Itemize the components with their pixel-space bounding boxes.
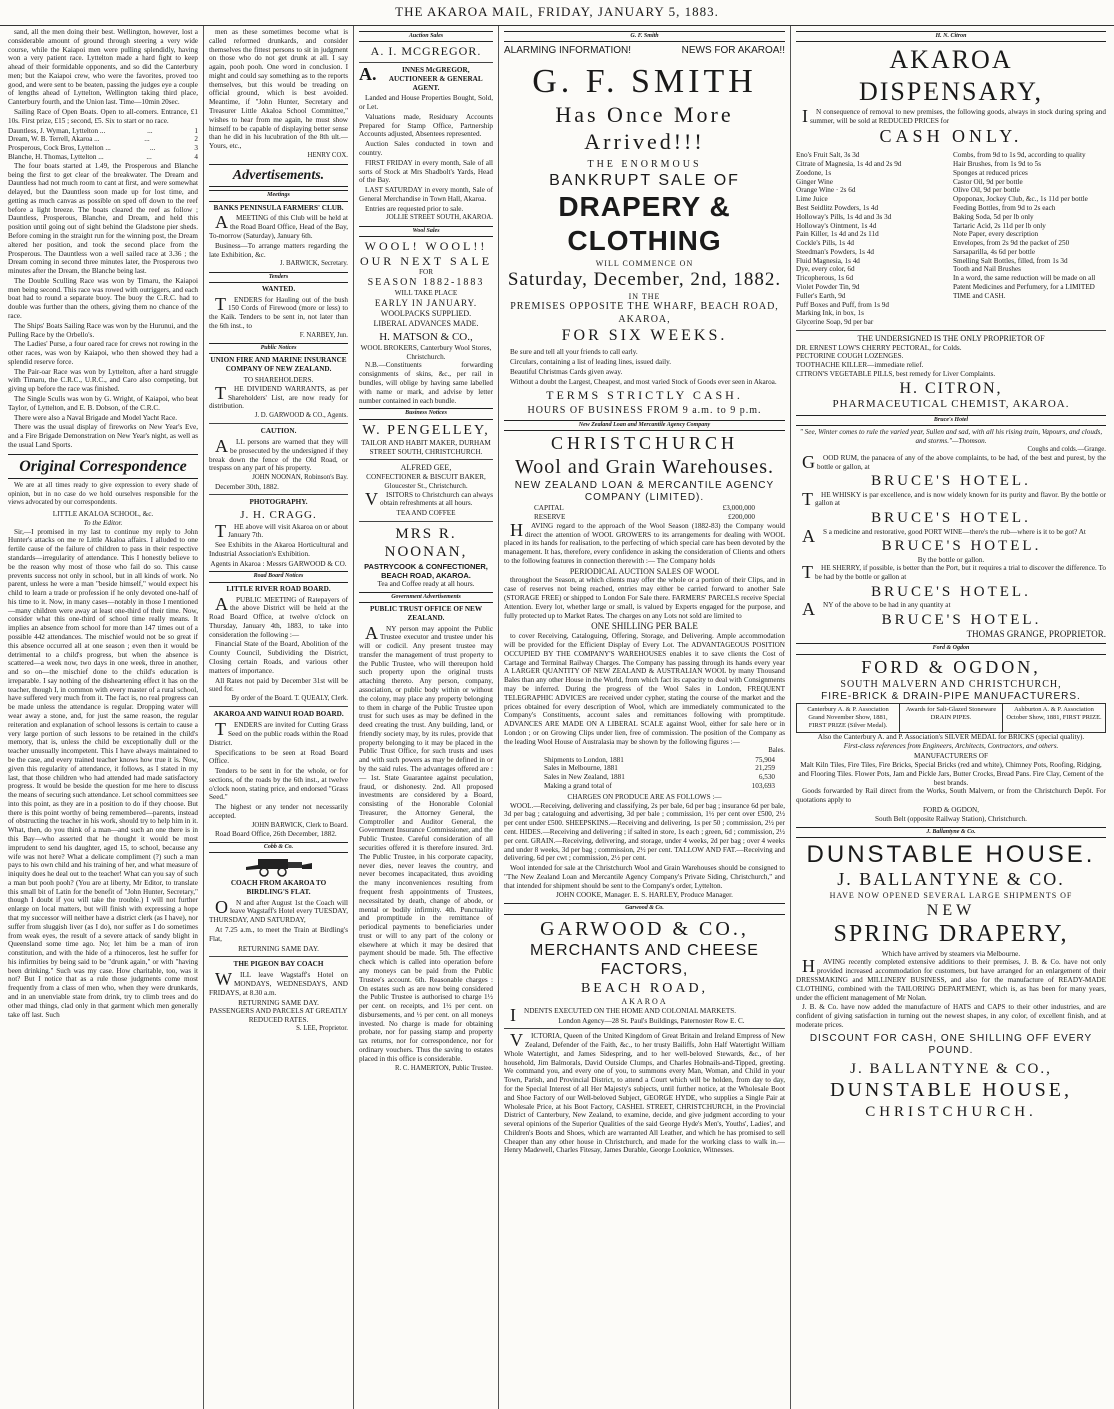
price-item: Citrate of Magnesia, 1s 4d and 2s 9d <box>796 160 902 169</box>
total-value: 103,693 <box>751 782 775 791</box>
result-row <box>8 153 198 162</box>
column-2 <box>203 26 353 1409</box>
price-item: Opoponax, Jockey Club, &c., 1s 11d per bottle <box>953 195 1088 204</box>
ad-agents: Agents in Akaroa : Messrs GARWOOD & CO. <box>210 559 347 568</box>
capital-row <box>504 504 785 513</box>
ballantyne-name-2: J. BALLANTYNE & CO., <box>850 1061 1052 1078</box>
wool-line: WILL TAKE PLACE <box>394 289 458 298</box>
ad-body: APUBLIC MEETING of Ratepayers of the above District will be held at the Road Board Office, at twelve o'clock on Thursday, January 4th, 1883, to take into consideration the following :— <box>209 593 348 639</box>
letter-signature: HENRY COX. <box>307 151 348 159</box>
noonan-name: MRS R. NOONAN, <box>384 525 468 561</box>
ad-heading: LITTLE RIVER ROAD BOARD. <box>226 584 331 593</box>
bales-label: Shipments to London, 1881 <box>544 755 624 764</box>
bales-row <box>504 764 785 773</box>
ad-body: WILL leave Wagstaff's Hotel on MONDAYS, WEDNESDAYS, AND FRIDAYS, at 8.30 a.m. <box>209 969 348 997</box>
price-item: Puff Boxes and Puff, from 1s 9d <box>796 300 889 309</box>
ad-body: At 7.25 a.m., to meet the Train at Birdling's Flat, <box>209 926 348 943</box>
ad-signature: J. D. GARWOOD & CO., Agents. <box>254 412 348 420</box>
charges-body: WOOL.—Receiving, delivering and classifying, 2s per bale, 6d per bag ; insurance 6d per bale, 3d per bag ; cataloguing and advertising, 3d per bale ; commission, 1½ per cent over £500, 2½ per cent under £500. SHEEPSKINS.—Receiving and delivering, 1s per 50 ; commission, 2½ per cent. HIDES.—Receiving and delivering ; if salted in store, 1s each ; green, 6d ; commission, 2½ per cent. GRAIN.—Receiving, delivering, and storage, under 4 weeks, 2d per bag ; over 4 weeks and under 8 weeks, 3d per bag ; commission, 2½ per cent. TALLOW AND FAT.—Receiving and delivering, 6d per cwt ; commission, 2½ per cent. <box>504 801 785 863</box>
section-garwood: Garwood & Co. <box>504 903 785 914</box>
gfs-hours: HOURS OF BUSINESS FROM 9 a.m. to 9 p.m. <box>527 404 762 416</box>
price-item: Eno's Fruit Salt, 3s 3d <box>796 151 860 160</box>
gfs-name: G. F. SMITH <box>532 62 757 100</box>
proprietary-item: DR. ERNEST LOW'S CHERRY PECTORAL, for Colds. <box>796 343 962 352</box>
price-item: Smelling Salt Bottles, filled, from 1s 3d <box>953 256 1068 265</box>
section-gf-smith: G. F. Smith <box>504 31 785 42</box>
spring-drapery: SPRING DRAPERY, <box>833 921 1069 948</box>
price-item: Sponges at reduced prices <box>953 168 1028 177</box>
price-item: Marking Ink, in box, 1s <box>796 309 864 318</box>
price-item: Feeding Bottles, from 9d to 2s each <box>953 203 1056 212</box>
gfs-premises: PREMISES OPPOSITE THE WHARF, BEACH ROAD, AKAROA, <box>510 301 779 325</box>
ad-body: The highest or any tender not necessarily accepted. <box>209 803 348 820</box>
price-list-right <box>953 151 1106 327</box>
gfs-six-weeks: FOR SIX WEEKS. <box>561 326 728 344</box>
nzl-body: to cover Receiving, Cataloguing, Offering, Storage, and Delivering. Ample accommodation will be provided for the Efficient Display of Every Lot. The ADVANTAGEOUS POSITION OCCUPIED BY THE COMPANY'S WAREHOUSES enables it to save clients the Cost of Cartage and Terminal Railway Charges. The Company has passing through its hands every year A LARGER QUANTITY OF NEW ZEALAND & AUSTRALIAN WOOL by many Thousand Bales than any other House in the World, from which fact its capacity to deal with Consignments may be inferred. During the progress of the Wool Sales in London, FREQUENT TELEGRAPHIC ADVICES are received under cypher, stating the course of the market and the prices obtained for every description of Wool, which are immediately communicated to the Company's Constituents, account sales and remittances following with promptitude. ADVANCES ARE MADE ON A LIBERAL SCALE against Wool, either for sale here or in London ; or on Growing Clips under lien, free of commission. The position of the Company as the leading Wool House of Australasia may be shown by the following figures :— <box>504 632 785 746</box>
dunstable-heading: DUNSTABLE HOUSE. <box>806 840 1096 868</box>
discount-line: DISCOUNT FOR CASH, ONE SHILLING OFF EVERY POUND. <box>809 1032 1093 1056</box>
ad-heading: BANKS PENINSULA FARMERS' CLUB. <box>213 203 344 212</box>
price-list-left <box>796 151 949 327</box>
awards-box <box>796 703 1106 733</box>
ad-body: Tea and Coffee ready at all hours. <box>377 579 475 588</box>
section-government: Government Advertisements <box>359 592 493 603</box>
ad-body: THE above will visit Akaroa on or about January 7th. <box>215 520 348 541</box>
proprietary-item: CITRON'S VEGETABLE PILLS, best remedy for Liver Complaints. <box>796 369 996 378</box>
column-3 <box>353 26 498 1409</box>
result-place: 2 <box>194 135 198 144</box>
citron-pharm: PHARMACEUTICAL CHEMIST, AKAROA. <box>832 398 1070 411</box>
capital-label: CAPITAL <box>534 504 564 513</box>
victoria-notice: VICTORIA, Queen of the United Kingdom of Great Britain and Ireland Empress of New Zealand, Defender of the Faith, &c., to her trusty Bailiffs, John Half Watertight William Whole Watertight, and James Sidespring, and to her well-beloved Stewards, &c., of her household, Jim Balmorals, David Outside Clumps, and Charles Hobnails-and-Tipped, greeting. We command you, and every one of you, to summons every Man, Woman, and Child in your Town, Parish, and Provincial District, to attend a Court which will be holden, from day to day, for the Special Interest of all Her Majesty's subjects, until further notice, at the Wholesale Boot and Shoe Factory of our Well-beloved Subject, GEORGE HYDE, who supplies a Single Pair at Wholesale Price, at his Boot Factory, CASHEL STREET, CHRISTCHURCH, in the Provincial District of Canterbury, New Zealand, to examine, decide, and give judgment according to your several opinions of the Superior Qualities of the said George Hyde's Men's, Youths', Ladies', and Children's Boots and Shoes, which are warranted All Leather, and which he has promised to sell Cheaper than any other house in Christchurch, and made for the working class to walk in.—Henry Madewell, Charles Fitesay, James Durable, George Looknice, Witnesses. <box>504 1030 785 1155</box>
race-paragraph: The Pair-oar Race was won by Lyttelton, after a hard struggle with Timaru, the C.R.C., U.R.C., and Caro also competing, but giving up before the race was finished. <box>8 367 198 394</box>
ad-date: Road Board Office, 26th December, 1882. <box>215 830 337 839</box>
price-item: Baking Soda, 5d per lb only <box>953 212 1034 221</box>
ad-body: ON and after August 1st the Coach will leave Wagstaff's Hotel every TUESDAY, THURSDAY, AND SATURDAY, <box>209 896 348 925</box>
price-item: Fluid Magnesia, 1s 4d <box>796 256 860 265</box>
capital-value: £3,000,000 <box>722 504 755 513</box>
ad-signature: JOHN BARWICK, Clerk to Board. <box>251 821 348 829</box>
price-item: Note Paper, every description <box>953 230 1039 239</box>
ford-sub: SOUTH MALVERN AND CHRISTCHURCH, <box>840 678 1062 690</box>
correspondence-note: We are at all times ready to give expression to every shade of opinion, but in no case do we hold ourselves responsible for the views advocated by our correspondents. <box>8 482 198 506</box>
ad-line: TEA AND COFFEE <box>396 509 456 518</box>
ad-heading: CAUTION. <box>260 427 297 436</box>
section-nzl: New Zealand Loan and Mercantile Agency Company <box>504 420 785 431</box>
ad-body: Circulars, containing a list of leading lines, issued daily. <box>510 357 672 366</box>
charges-body: Wool intended for sale at the Christchurch Wool and Grain Warehouses should be consigned to "The New Zealand Loan and Mercantile Agency Company's Private Siding, Christchurch," and that intended for shipment should be sent to the Company's order, Lyttelton. <box>504 864 785 890</box>
ad-body: All Rates not paid by December 31st will be sued for. <box>209 676 348 694</box>
garwood-merchants: MERCHANTS AND CHEESE FACTORS, <box>530 941 759 979</box>
bruce-hotel: BRUCE'S HOTEL. <box>881 538 1042 555</box>
dunstable-heading-2: DUNSTABLE HOUSE, <box>830 1079 1072 1102</box>
ad-heading: UNION FIRE AND MARINE INSURANCE COMPANY OF NEW ZEALAND. <box>210 356 347 374</box>
ad-heading: A.INNES McGREGOR, AUCTIONEER & GENERAL AGENT. <box>359 63 483 92</box>
gfs-drapery: DRAPERY & CLOTHING <box>558 191 731 257</box>
result-boat: Dream, W. B. Terrell, Akaroa ... <box>8 135 100 144</box>
bales-row <box>504 773 785 782</box>
dispensary-body: IN consequence of removal to new premises, the following goods, always in stock during spring and summer, will be sold at REDUCED PRICES for <box>802 105 1106 126</box>
garwood-name: GARWOOD & CO., <box>540 917 749 940</box>
bales-row <box>504 756 785 765</box>
matson-sub: WOOL BROKERS, Canterbury Wool Stores, Christchurch. <box>360 343 492 361</box>
ad-date: December 30th, 1882. <box>215 482 279 491</box>
alarm-text: ALARMING INFORMATION! <box>504 45 632 57</box>
price-item: In a word, the same reduction will be made on all Patent Medicines and Perfumery, for a LIMITED TIME and CASH. <box>953 274 1096 300</box>
wool-line: OUR NEXT SALE <box>359 253 493 268</box>
result-dots: ... <box>144 135 150 144</box>
gee-sub: CONFECTIONER & BISCUIT BAKER, Gloucester St., Christchurch. <box>366 473 486 490</box>
award-cell: Ashburton A. & P. Association October Show, 1881, FIRST PRIZE. <box>1002 704 1105 732</box>
ad-body: ANY person may appoint the Public Trustee executor and trustee under his will or codicil. Any present trustee may transfer the management of trust property to the Public Trustee, who will thereupon hold such property upon the original trusts attaching thereto. Any person, company, association, or public body within or without the colony, may place any property belonging to them in charge of the Public Trustee upon trust for such uses as may be defined in the deed creating the trust. Any building, land, or friendly society may, by its rules, provide that property belonging to it may be placed in the Public Trust Office, for such trusts and uses and with such powers as may be defined in or by the said rules. The advantages offered are :— 1st. State Guarantee against peculation, fraud, or dishonesty. 2nd. All proposed investments are considered by a Board, consisting of the Honorable Colonial Treasurer, the Attorney General, the Comptroller and Auditor General, the Government Insurance Commissioner, and the Public Trustee. Careful consideration of all securities offered it is therefore insured. 3rd. The Public Trustee, in his corporate capacity, never dies, never leaves the country, and never becomes incapacitated, thus avoiding the many inconveniences resulting from frequent fresh appointments of Trustees, necessitated by death, change of abode, or mental or bodily infirmity. 4th. Punctuality and promptitude in the remittance of periodical payments to beneficiaries under trust or will to any part of the colony or elsewhere at which it may be desired that payment should be made. 5th. The effective check which is called into operation before any moneys can be paid from the Public Trustee's account. 6th. Reasonable charges : On estates such as are now being considered the Public Trustee is authorised to charge 1½ per cent. on receipts, and 1½ per cent. on disbursements, and ½ per cent. on all moneys invested. No charge is made for obtaining probate, nor for passing stamp and property tax returns, nor for correspondence, nor for ordinary vouchers. Thus the saving to estates placed in this office is considerable. <box>359 622 493 1063</box>
total-row <box>504 782 785 791</box>
wool-season: SEASON 1882-1883 <box>367 277 485 289</box>
bales-label: Bales. <box>768 747 785 755</box>
ad-body: THE DIVIDEND WARRANTS, as per Shareholders' List, are now ready for distribution. <box>209 382 348 411</box>
result-boat: Blanche, H. Thomas, Lyttelton ... <box>8 152 104 161</box>
ad-signature: By order of the Board. T. QUEALY, Clerk. <box>231 695 348 703</box>
gfs-arrived: Has Once More Arrived!!! <box>555 101 734 154</box>
ballantyne-new: NEW <box>926 901 976 919</box>
ad-body: Without a doubt the Largest, Cheapest, and most varied Stock of Goods ever seen in Akaroa. <box>510 377 777 386</box>
bruce-hotel: BRUCE'S HOTEL. <box>871 510 1031 527</box>
ballantyne-body: HAVING recently completed extensive additions to their premises, J. B. & Co. have not only provided increased accommodation for customers, but have arranged for an enlargement of their DRESSMAKING and MILLINERY BUSINESS, and also for the manufacture of READY-MADE CLOTHING, combined with the TAILORING DEPARTMENT, which is, as has been for many years, under the efficient management of Mr Nolan. <box>796 956 1106 1002</box>
section-auction: Auction Sales <box>359 31 493 42</box>
bruce-ad: By the bottle or gallon. <box>917 555 985 564</box>
poem-quote: " See, Winter comes to rule the varied year, Sullen and sad, with all his rising train, Vapours, and clouds, and storms."—Thomson. <box>799 428 1103 445</box>
price-item: Cockle's Pills, 1s 4d <box>796 239 855 248</box>
ad-body: Entries are requested prior to sale. <box>365 204 464 213</box>
nzl-name: NEW ZEALAND LOAN & MERCANTILE AGENCY COMPANY (LIMITED). <box>514 479 775 503</box>
wool-grain-heading: Wool and Grain Warehouses. <box>514 456 775 479</box>
ad-body: Specifications to be seen at Road Board Office. <box>209 748 348 766</box>
result-row <box>8 144 198 153</box>
bruce-hotel: BRUCE'S HOTEL. <box>881 612 1042 629</box>
ad-heading: WANTED. <box>261 284 296 293</box>
ford-goods: Goods forwarded by Rail direct from the Works, South Malvern, or from the Christchurch Depôt. For quotations apply to <box>796 787 1106 805</box>
ford-signature: FORD & OGDON, <box>922 805 980 814</box>
garwood-beach: BEACH ROAD, <box>580 980 709 996</box>
ad-body: LAST SATURDAY in every month, Sale of General Merchandise in Town Hall, Akaroa. <box>359 186 493 203</box>
bruce-ad: AS a medicine and restorative, good PORT WINE—there's the rub—where is it to be got? At <box>802 525 1086 546</box>
section-ballantyne: J. Ballantyne & Co. <box>796 827 1106 838</box>
price-item: Lime Juice <box>796 195 828 204</box>
section-business: Business Notices <box>359 408 493 419</box>
reserve-value: £200,000 <box>728 512 755 521</box>
ad-body: Tenders to be sent in for the whole, or for sections, of the roads by the 6th inst., at twelve o'clock noon, stating price, and endorsed "Grass Seed." <box>209 767 348 802</box>
bruce-hotel: BRUCE'S HOTEL. <box>871 473 1031 490</box>
wool-headline: WOOL! WOOL!! <box>364 239 488 254</box>
bruce-ad: THE SHERRY, if possible, is better than the Port, but it requires a trial to discover the difference. To be had by the bottle or gallon at <box>802 562 1106 583</box>
price-lists <box>796 151 1106 327</box>
ad-heading: AKAROA AND WAINUI ROAD BOARD. <box>213 710 344 719</box>
price-item: Hair Brushes, from 1s 9d to 5s <box>953 160 1042 169</box>
price-item: Pain Killer, 1s 4d and 2s 11d <box>796 230 879 239</box>
ford-also: Also the Canterbury A. and P. Association's SILVER MEDAL for BRICKS (special quality). <box>817 732 1085 741</box>
price-item: Tricopherous, 1s 6d <box>796 274 854 283</box>
column-5 <box>790 26 1111 1409</box>
price-item: Steedman's Powders, 1s 4d <box>796 247 874 256</box>
gfs-date: Saturday, December, 2nd, 1882. <box>507 269 782 291</box>
noonan-sub: PASTRYCOOK & CONFECTIONER, BEACH ROAD, AKAROA. <box>364 561 488 580</box>
pengelley-sub: TAILOR AND HABIT MAKER, DURHAM STREET SOUTH, CHRISTCHURCH. <box>361 438 491 456</box>
ad-signature: S. LEE, Proprietor. <box>296 1024 348 1032</box>
gfs-banner <box>504 45 785 57</box>
letter-continued: men as these sometimes become what is called reformed drunkards, and consider themselves the fittest persons to sit in judgment on those who do not get drunk at all. I say again, pooh pooh. One word in conclusion. I might and could say something as to the reports themselves, but this would be treading on official ground, which is best avoided. Meantime, if "John Hunter, Secretary and Treasurer Little Akaloa School Committee," wishes to hear from me again, he must show himself to be capable of displaying better sense than he did in his lucubration of the 8th ult.—Yours, etc., <box>209 28 348 151</box>
dispensary-heading: AKAROA DISPENSARY, <box>858 45 1044 107</box>
gfs-terms: TERMS STRICTLY CASH. <box>546 388 743 403</box>
ford-mfrs-body: Malt Kiln Tiles, Fire Tiles, Fire Bricks, Special Bricks (red and white), Chimney Pots, Roofing, Ridging, and Flooring Tiles. Flower Pots, Jam and Pickle Jars, Butter Crocks, Bread Pans. Fire Clay, Cement of the best brands. <box>798 761 1104 787</box>
section-wool-sales: Wool Sales <box>359 226 493 237</box>
ad-heading: PUBLIC TRUST OFFICE OF NEW ZEALAND. <box>369 604 483 622</box>
result-dots: ... <box>149 144 156 153</box>
garwood-london: London Agency—28 St. Paul's Buildings, Paternoster Row E. C. <box>558 1016 745 1025</box>
ad-address: JOLLIE STREET SOUTH, AKAROA. <box>386 214 493 222</box>
price-item: Ginger Wine <box>796 177 833 186</box>
section-public-notices: Public Notices <box>209 343 348 354</box>
section-tenders: Tenders <box>209 272 348 283</box>
section-citron: H. N. Citron <box>796 31 1106 42</box>
result-dots: ... <box>146 152 152 161</box>
award-cell: Awards for Salt-Glazed Stoneware DRAIN PIPES. <box>899 704 1002 732</box>
letter-body: Sir,—I promised in my last to continue my reply to John Hunter's attacks on me re Little Akaloa affairs. I alluded to one fertile cause of the failure of children to pass in their respective standards—irregularity of attendance. This I honestly believe to be the reason why most of those who fail do so. This cause prevents success not only in school, but in all kinds of work. No parent, unless he were a man "beside himself," would expect his child to learn a trade or profession if he only devoted one-half of his time to it. Now, in many cases—notably in those I mentioned—many children were away at least one-third of their time. Now, consider what this one-third of school time really means. It implies an absence from school for more than 147 times out of a possible 442 attendances. The mischief would not be so great if this absence occurred all at one season ; even then it would be detrimental to a child's progress, but when the absence is scattered—a week now, two days in one week, three in another, and so on—the mischief done to the child's education is irreparable. I say nothing of the disheartening effect it has on the teacher, though I, in common with every master of a rural school, have suffered very much from it. The fact is, no real progress can be made unless the attendance is regular. Dropping water will wear away a stone, and, for just the same reason, the regular reiteration and explanation of school lessons is certain to cause a very large portion of such lessons to be retained in the child's memory, that is, unless the child be exceptionally dull or the teacher unusually incompetent. This I have always maintained to be the case, and every trained teacher knows how true it is. Now, given this regularity of attendance, it follows, as I stated in my last, that those children who had attended had made satisfactory progress. It would be beside the question for me here to discuss the means of securing such attendance. Let school committees see into this point, as they are in a position to do if they choose. But there is this point worthy of being remembered—parents, instead of obstructing the teacher in his work, should try to help him in it. What, then, do you think of a man—and such an one there is in this Bay—who asserted that he thought it would be most imprudent to send his daughter, aged 15, to school, because any wife was not here? What a delicate compliment (?) such a man pays to his own child and his training of her, and what measure of iniquity does he deal out to the teacher! What can you say of such a man but pooh pooh? (You are at liberty, Mr Editor, to translate this small bit of Latin for the benefit of "John Hunter, Secretary," though I doubt if you will take the trouble.) I will not further enlarge on local matters, but will finish with expressing a hope that my successor will neither have a district clerk (as I have), nor suffer from sluggish liver (as I do), nor suffer as I do sometimes from weak eyes, the result of a severe attack of sandy blight in Queensland some time ago. No; let him be a man of iron constitution, and with the hide of a rhinoceros, lest he suffer for his infirmities by being said to be "drunk again," or with "having been drinking." Such was my case. How charitable, too, was it not? But I notice that as a rule those judgments come most frequently from a class of men who, when they were drunkards, and in an unenviable state from drink, try to climb trees and do other mad things, clad only in that garment which men generally take off last. Such <box>8 527 199 1019</box>
ford-mfr: FIRE-BRICK & DRAIN-PIPE MANUFACTURERS. <box>821 690 1081 702</box>
ad-body: AMEETING of this Club will be held at the Road Board Office, Head of the Bay, To-morrow (Saturday), January 6th. <box>209 212 348 240</box>
wool-line: EARLY IN JANUARY. <box>374 298 478 309</box>
price-item: Sarsaparilla, 4s 6d per bottle <box>953 247 1036 256</box>
price-item: Holloway's Pills, 1s 4d and 3s 3d <box>796 212 892 221</box>
price-item: Envelopes, from 2s 9d the packet of 250 <box>953 239 1070 248</box>
mcgregor-name: A. I. MCGREGOR. <box>370 44 482 59</box>
wool-line: WOOLPACKS SUPPLIED. <box>380 309 472 318</box>
ford-name: FORD & OGDON, <box>861 656 1041 677</box>
ad-subheading: TO SHAREHOLDERS. <box>243 375 314 384</box>
letter-salutation: To the Editor. <box>83 518 123 527</box>
pengelley-name: W. PENGELLEY, <box>362 422 490 438</box>
ad-body: Beautiful Christmas Cards given away. <box>510 367 623 376</box>
result-place: 3 <box>194 144 198 153</box>
ford-address: South Belt (opposite Railway Station), Christchurch. <box>875 814 1027 823</box>
ad-body: Business—To arrange matters regarding the late Exhibition, &c. <box>209 241 348 259</box>
gee-name: ALFRED GEE, <box>400 463 452 473</box>
price-item: Castor Oil, 9d per bottle <box>953 177 1023 186</box>
nzl-body: HAVING regard to the approach of the Wool Season (1882-83) the Company would direct the attention of WOOL GROWERS to its arrangements for dealing with WOOL placed in its hands for realisation, to the perfecting of which special care has been devoted by the management. It has, therefore, every confidence in asking the consideration of Clients and others to the following features in connection therewith :— The Company holds <box>504 519 785 565</box>
ford-mfrs-head: MANUFACTURERS OF <box>914 752 988 761</box>
photographer-name: J. H. CRAGG. <box>240 509 317 522</box>
grange-proprietor: THOMAS GRANGE, PROPRIETOR. <box>966 629 1106 640</box>
bales-value: 6,530 <box>758 773 775 782</box>
price-item: Best Seidlitz Powders, 1s 4d <box>796 203 879 212</box>
price-item: Tooth and Nail Brushes <box>953 265 1021 274</box>
bales-value: 75,904 <box>755 755 775 764</box>
ad-signature: F. NARBEY, Jun. <box>299 331 348 339</box>
price-item: Olive Oil, 9d per bottle <box>953 186 1020 195</box>
undersigned: THE UNDERSIGNED IS THE ONLY PROPRIETOR OF <box>857 333 1045 343</box>
periodical-heading: PERIODICAL AUCTION SALES OF WOOL <box>569 566 720 576</box>
bales-label: Sales in Melbourne, 1881 <box>544 764 618 773</box>
race-paragraph: The Ships' Boats Sailing Race was won by the Hurunui, and the Pulling Race by the Orbello's. <box>8 321 198 339</box>
coach-illustration-icon <box>244 855 314 877</box>
price-item: Glycerine Soap, 9d per bar <box>796 318 874 327</box>
bruce-ad: THE WHISKY is par excellence, and is now widely known for its purity and flavor. By the bottle or gallon at <box>802 488 1106 509</box>
ad-signature: R. C. HAMERTON, Public Trustee. <box>394 1064 493 1072</box>
charges-heading: CHARGES ON PRODUCE ARE AS FOLLOWS :— <box>567 792 722 801</box>
ad-body: ALL persons are warned that they will be prosecuted by the undersigned if they break down the fence of the Old Road, or trespass on any part of his property. <box>209 436 348 473</box>
garwood-akaroa: AKAROA <box>621 997 668 1007</box>
proprietary-list <box>796 344 1106 379</box>
gfs-line: WILL COMMENCE ON <box>595 258 694 268</box>
ad-body: FIRST FRIDAY in every month, Sale of all sorts of Stock at Mrs Shadbolt's Yards, Head of the Bay. <box>359 158 493 185</box>
masthead: THE AKAROA MAIL, FRIDAY, JANUARY 5, 1883. <box>0 4 1114 26</box>
race-paragraph: The Ladies' Purse, a four oared race for crews not rowing in the other races, was won by Kaiapoi, who then showed they had a splendid reserve force. <box>8 340 198 366</box>
ad-heading: THE PIGEON BAY COACH <box>233 960 324 969</box>
gfs-bankrupt: BANKRUPT SALE OF <box>549 171 740 189</box>
gfs-line: THE ENORMOUS <box>587 158 702 170</box>
result-dots: ... <box>147 126 153 135</box>
garwood-indents: INDENTS EXECUTED ON THE HOME AND COLONIAL MARKETS. <box>510 1004 737 1025</box>
price-item: Holloway's Ointment, 1s 4d <box>796 221 877 230</box>
ad-body: TENDERS are invited for Cutting Grass Seed on the public roads within the Road District. <box>209 719 348 747</box>
bales-value: 21,259 <box>755 764 775 773</box>
bruce-hotel: BRUCE'S HOTEL. <box>871 583 1031 600</box>
wool-line: LIBERAL ADVANCES MADE. <box>373 318 479 328</box>
result-place: 4 <box>194 152 198 161</box>
race-results <box>8 127 198 162</box>
price-item: Dye, every color, 6d <box>796 265 855 274</box>
race-paragraph: There was the usual display of fireworks on New Year's Eve, and a Fire Brigade Demonstration on New Year's night, as well as the usual Land Sports. <box>8 423 198 449</box>
letter-heading: LITTLE AKALOA SCHOOL, &c. <box>52 510 154 519</box>
ad-heading: PHOTOGRAPHY. <box>249 498 308 507</box>
reserve-row <box>504 513 785 522</box>
result-row <box>8 135 198 144</box>
price-item: Violet Powder Tin, 9d <box>796 282 860 291</box>
ad-signature: JOHN NOONAN, Robinson's Bay. <box>252 474 348 482</box>
ad-body: Auction Sales conducted in town and country. <box>359 140 493 157</box>
ballantyne-have: HAVE NOW OPENED SEVERAL LARGE SHIPMENTS OF <box>829 891 1073 901</box>
ad-body: See Exhibits in the Akaroa Horticultural and Industrial Association's Exhibition. <box>209 541 348 558</box>
correspondence-heading: Original Correspondence <box>8 454 198 480</box>
ad-signature: J. BARWICK, Secretary. <box>279 260 348 268</box>
bales-label: Sales in New Zealand, 1881 <box>544 773 625 782</box>
ad-body: VISITORS to Christchurch can always obtain refreshments at all hours. <box>365 488 493 509</box>
ad-body: Financial State of the Board, Abolition of the County Council, Subdividing the District, Closing certain Roads, and various other matters of importance. <box>209 640 348 675</box>
ad-body: N.B.—Constituents forwarding consignments of skins, &c., per rail in bundles, will oblige by having same labelled with name or mark, and advise by letter number contained in each bundle. <box>359 361 493 405</box>
ad-footer: PASSENGERS AND PARCELS AT GREATLY REDUCED RATES. <box>209 1007 348 1025</box>
advertisements-heading: Advertisements. <box>209 164 348 187</box>
ballantyne-arrived: Which have arrived by steamers via Melbourne. <box>881 949 1021 958</box>
reserve-label: RESERVE <box>534 512 566 521</box>
ad-heading: COACH FROM AKAROA TO BIRDLING'S FLAT. <box>230 879 327 896</box>
race-paragraph: The Double Sculling Race was won by Timaru, the Kaiapoi men being second. This race was rowed with outriggers, and each boat had to round a separate buoy. The buoy the C.R.C. had to double was further than the others, giving them no chance of the race. <box>8 276 198 320</box>
price-item: Orange Wine · 2s 6d <box>796 186 856 195</box>
bales-table <box>504 756 785 782</box>
section-cobb: Cobb & Co. <box>209 842 348 853</box>
christchurch-footer: CHRISTCHURCH. <box>865 1103 1037 1120</box>
proprietary-item: PECTORINE COUGH LOZENGES. <box>796 352 904 361</box>
bruce-ad: GOOD RUM, the panacea of any of the above complaints, to be had, of the best and purest, by the bottle or gallon, at <box>802 451 1106 472</box>
ad-body: TENDERS for Hauling out of the bush 150 Cords of Firewood (more or less) to the Kaik. Tenders to be sent in, not later than the 6th inst., to <box>209 293 348 331</box>
ad-return: RETURNING SAME DAY. <box>238 944 319 953</box>
total-label: Making a grand total of <box>544 782 612 791</box>
race-report: sand, all the men doing their best. Wellington, however, lost a considerable amount of ground through steering a very wide course, while the Kaiapoi men were pulling splendidly, having won a very patient race. Lyttelton made a hard fight to keep ahead of their formidable opponents, and so did the Canterbury men; but the Kaiapoi crew, who were the favorites, proved too good, and were sent to be beaten, passing the judges eye a couple of lengths ahead of Lyttelton, Wellington taking third place, Canterbury fourth, and the Union last. Time—10min 20sec. <box>8 28 198 107</box>
column-1 <box>3 26 203 1409</box>
race-paragraph: The four boats started at 1.49, the Prosperous and Blanche being the first to get clear of the breakwater. The Dream and Dauntless had not much room to cant at first, and were somewhat delayed, but the Dauntless soon made up for lost time, and getting as much canvas as possible on sped off down to the reef before a light breeze. The boats cleared the reef as follow ; Dauntless, Prosperous, Blanche, and Dream, and held this position until going out of sight behind the Gladstone pier sheds. Before coming in the straight run for the winning post, the Dream altered her position, and took the second place from the Prosperous. The Dauntless won a well sailed race at 3.36 ; the Dream coming in second three minutes later, the Prosperous two minutes after the Dream, the Blanche being last. <box>8 161 198 276</box>
nzl-signature: JOHN COOKE, Manager. E. S. HARLEY, Produce Manager. <box>556 891 733 900</box>
bruce-ad: ANY of the above to be had in any quantity at <box>802 599 951 620</box>
price-item: Combs, from 9d to 1s 9d, according to quality <box>953 151 1086 160</box>
section-road-board: Road Board Notices <box>209 571 348 582</box>
sailing-race: Sailing Race of Open Boats. Open to all-comers. Entrance, £1 10s. First prize, £15 ; second, £5. Six to start or no race. <box>8 108 198 125</box>
ad-body: Landed and House Properties Bought, Sold, or Let. <box>359 94 493 112</box>
race-paragraph: There were also a Naval Brigade and Model Yacht Race. <box>14 413 178 422</box>
section-bruce: Bruce's Hotel <box>796 415 1106 426</box>
section-meetings: Meetings <box>209 190 348 201</box>
ford-references: First-class references from Engineers, Architects, Contractors, and others. <box>843 741 1059 750</box>
price-item: Fuller's Earth, 9d <box>796 291 846 300</box>
proprietary-item: TOOTHACHE KILLER—immediate relief. <box>796 361 924 370</box>
result-boat: Prosperous, Cock Bros, Lyttelton ... <box>8 144 111 153</box>
matson-name: H. MATSON & CO., <box>379 330 473 343</box>
ballantyne-body: J. B. & Co. have now added the manufacture of HATS and CAPS to their other industries, and are confident of giving satisfaction in turning out the newest shapes, in any color, of excellent finish, and at moderate prices. <box>796 1003 1106 1029</box>
wool-line: FOR <box>419 268 433 277</box>
race-paragraph: The Single Sculls was won by G. Wright, of Kaiapoi, who beat Taylor, of Lyttelton, and E. B. Dobson, of the C.R.C. <box>8 395 198 412</box>
ad-return: RETURNING SAME DAY. <box>238 998 319 1007</box>
result-row <box>8 127 198 136</box>
result-place: 1 <box>194 126 198 135</box>
citron-name: H. CITRON, <box>899 379 1003 397</box>
nzl-body: throughout the Season, at which clients may offer the whole or a portion of their Clips, and in case of reserves not being reached, entries may either be carried forward to another Sale (STORAGE FREE) or shipped to London For Sale there. FARMERS' PARCELS receive Special Attention. Every lot, whether large or small, is valued by Experts engaged for the purpose, and fully protected up to Market Rates. The charges on any Lots not sold are limited to <box>504 576 785 620</box>
award-cell: Canterbury A. & P. Association Grand November Show, 1881, FIRST PRIZE (Silver Medal). <box>807 705 889 729</box>
column-4 <box>498 26 790 1409</box>
price-item: Tartaric Acid, 2s 11d per lb only <box>953 221 1046 230</box>
news-text: NEWS FOR AKAROA!! <box>681 45 785 57</box>
chch-heading: CHRISTCHURCH <box>550 433 739 454</box>
one-shilling: ONE SHILLING PER BALE <box>591 621 698 632</box>
result-boat: Dauntless, J. Wyman, Lyttelton ... <box>8 126 106 135</box>
cash-only: CASH ONLY. <box>879 126 1023 147</box>
section-ford: Ford & Ogdon <box>796 643 1106 654</box>
ad-body: Valuations made, Residuary Accounts Prepared for Stamp Office, Partnership Accounts adjusted, Absentees represented. <box>359 112 493 139</box>
ad-body: Be sure and tell all your friends to call early. <box>510 348 638 357</box>
ballantyne-name: J. BALLANTYNE & CO. <box>837 869 1065 890</box>
poem-quote-2: Coughs and colds.—Grange. <box>1027 445 1106 453</box>
price-item: Zoedone, 1s <box>796 168 832 177</box>
gfs-line: IN THE <box>628 291 661 301</box>
